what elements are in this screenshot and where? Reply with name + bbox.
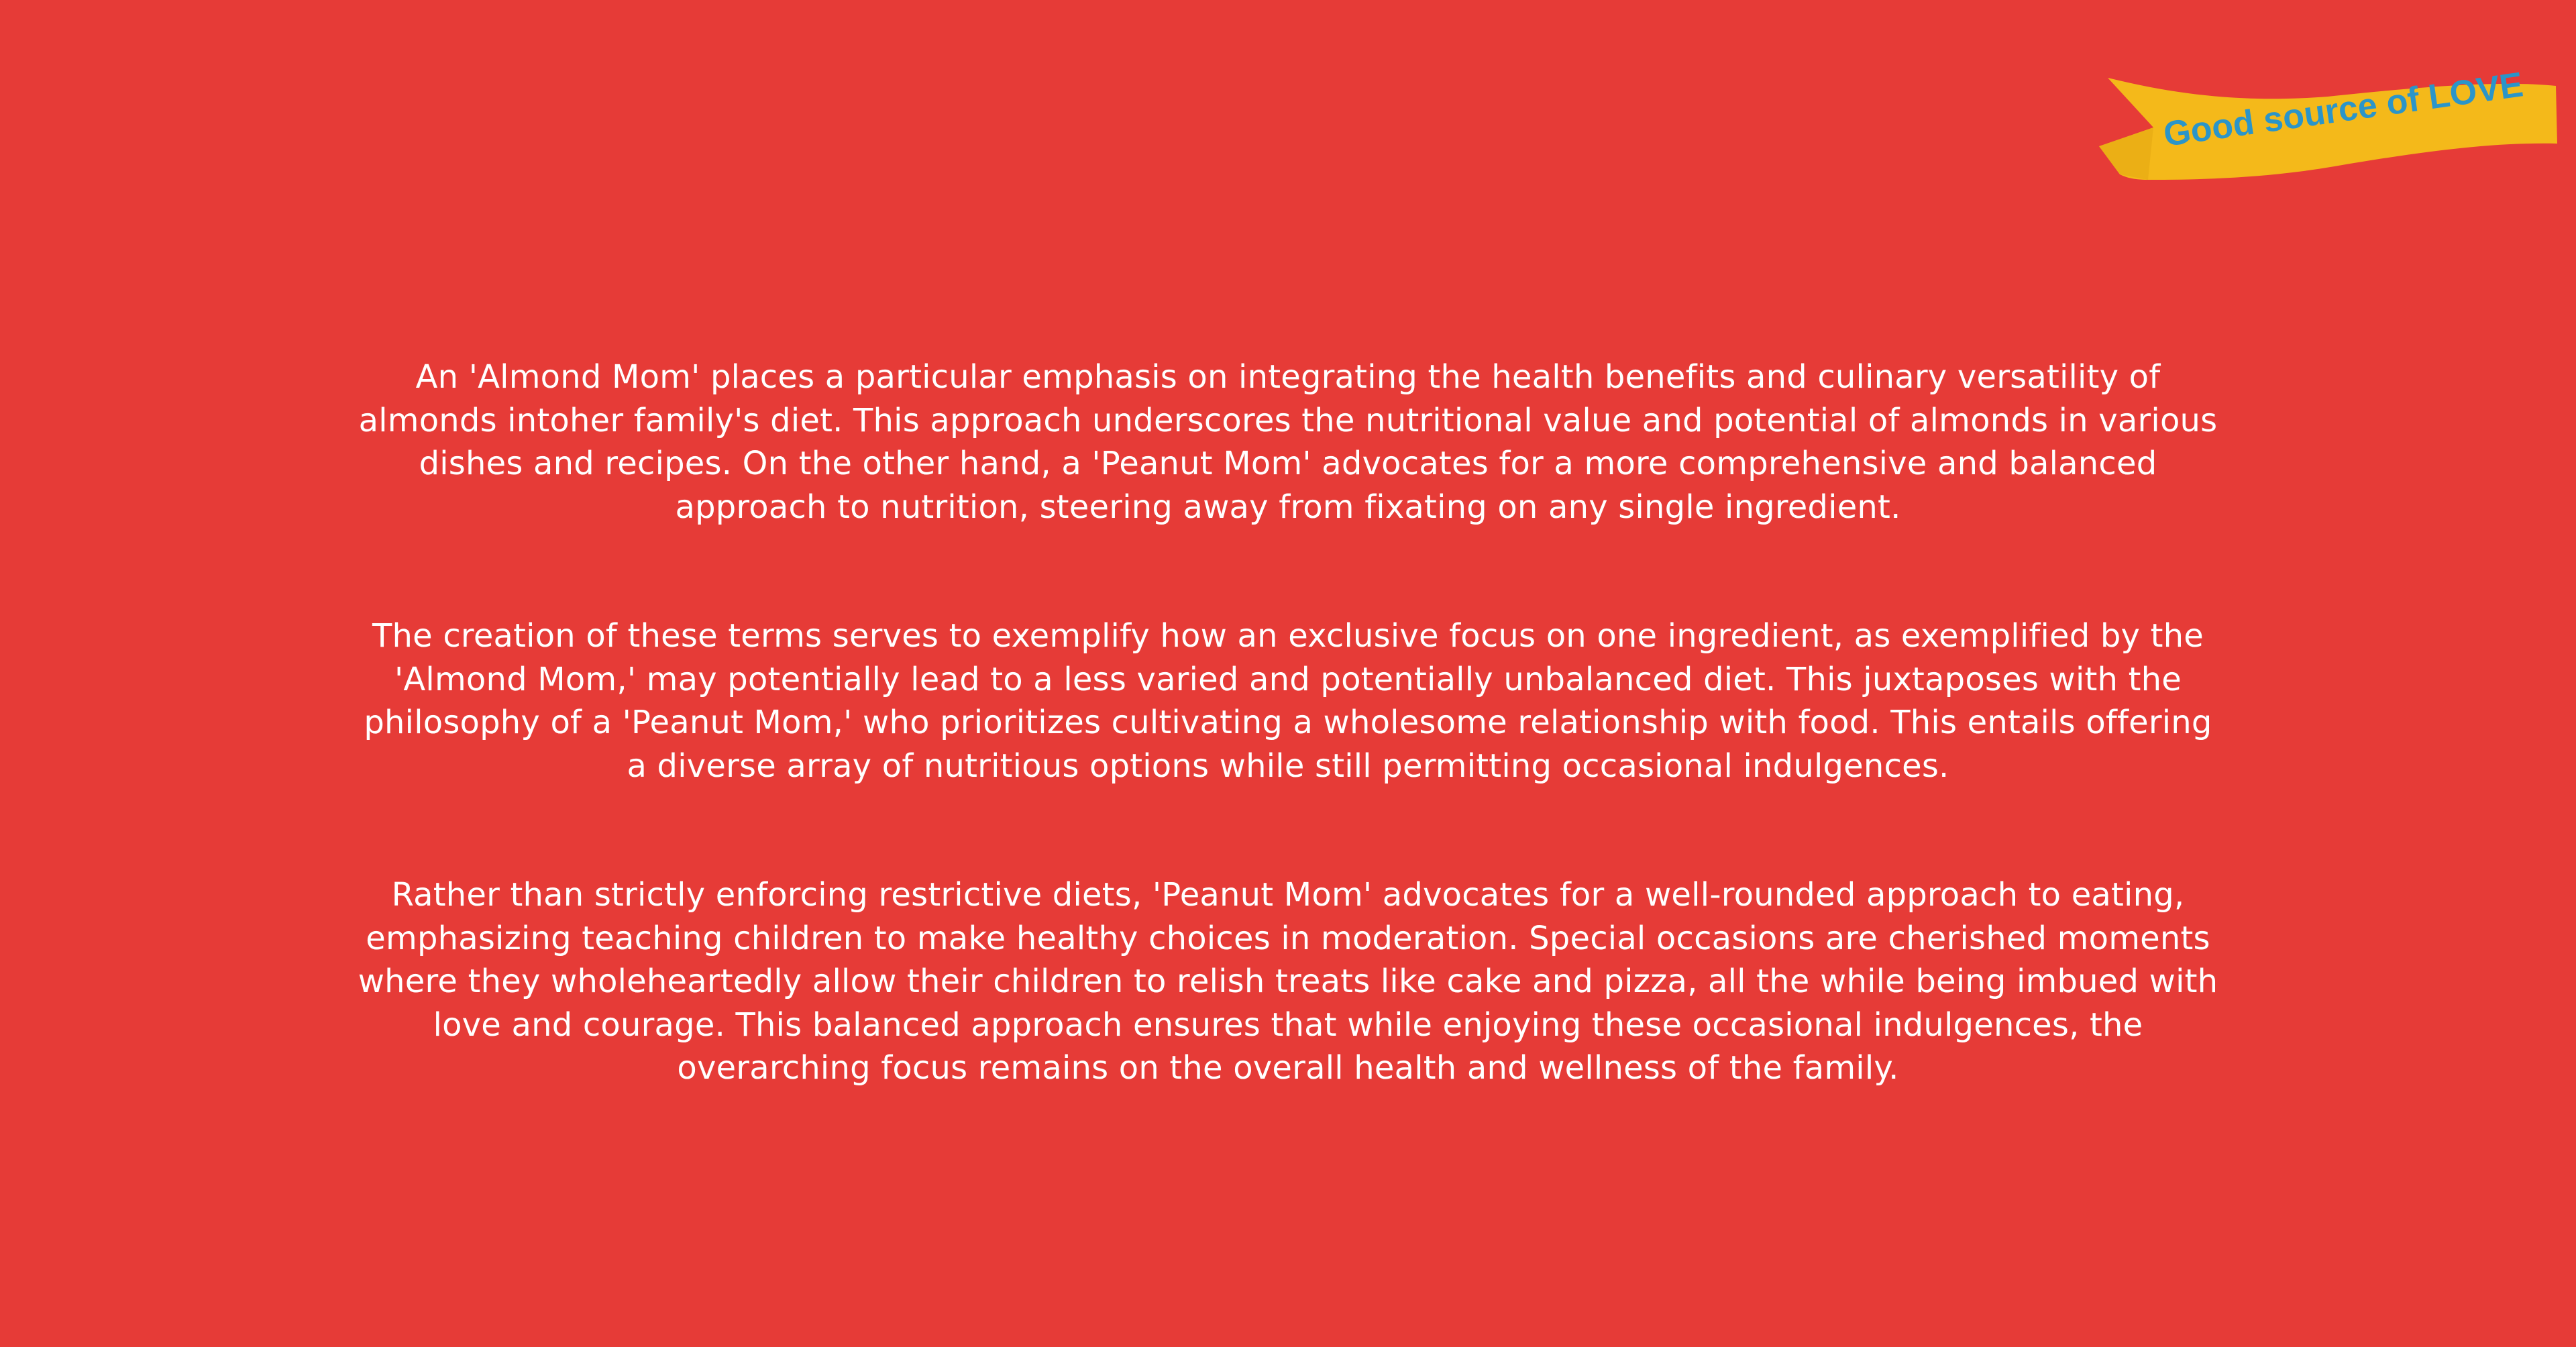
ribbon-fold-shadow [2099, 127, 2153, 180]
paragraph-almond-mom: An 'Almond Mom' places a particular emphasis on integrating the health benefits and culinary versatility of almonds intoher family's diet. This approach underscores the nutritional value and potential of almonds in various dishes and recipes. On the other hand, a 'Peanut Mom' advocates for a more comprehensive and balanced approach to nutrition, steering away from fixating on any single ingredient. [358, 358, 2218, 526]
ribbon-text: Good source of LOVE [2161, 65, 2526, 154]
paragraph-peanut-mom-approach: Rather than strictly enforcing restrictive diets, 'Peanut Mom' advocates for a well-rounded approach to eating, emphasizing teaching children to make healthy choices in moderation. Special occasions are cherished moments where they wholeheartedly allow their children to relish treats like cake and pizza, all the while being imbued with love and courage. This balanced approach ensures that while enjoying these occasional indulgences, the overarching focus remains on the overall health and wellness of the family. [358, 876, 2218, 1087]
ribbon-banner [2093, 67, 2563, 188]
paragraph-terms-creation: The creation of these terms serves to exemplify how an exclusive focus on one ingredient, as exemplified by the 'Almond Mom,' may potentially lead to a less varied and potentially unbalanced diet. This juxtaposes with the philosophy of a 'Peanut Mom,' who prioritizes cultivating a wholesome relationship with food. This entails offering a diverse array of nutritious options while still permitting occasional indulgences. [364, 617, 2212, 785]
ribbon-banner-graphic [2093, 67, 2563, 188]
text-content [356, 356, 2220, 1090]
